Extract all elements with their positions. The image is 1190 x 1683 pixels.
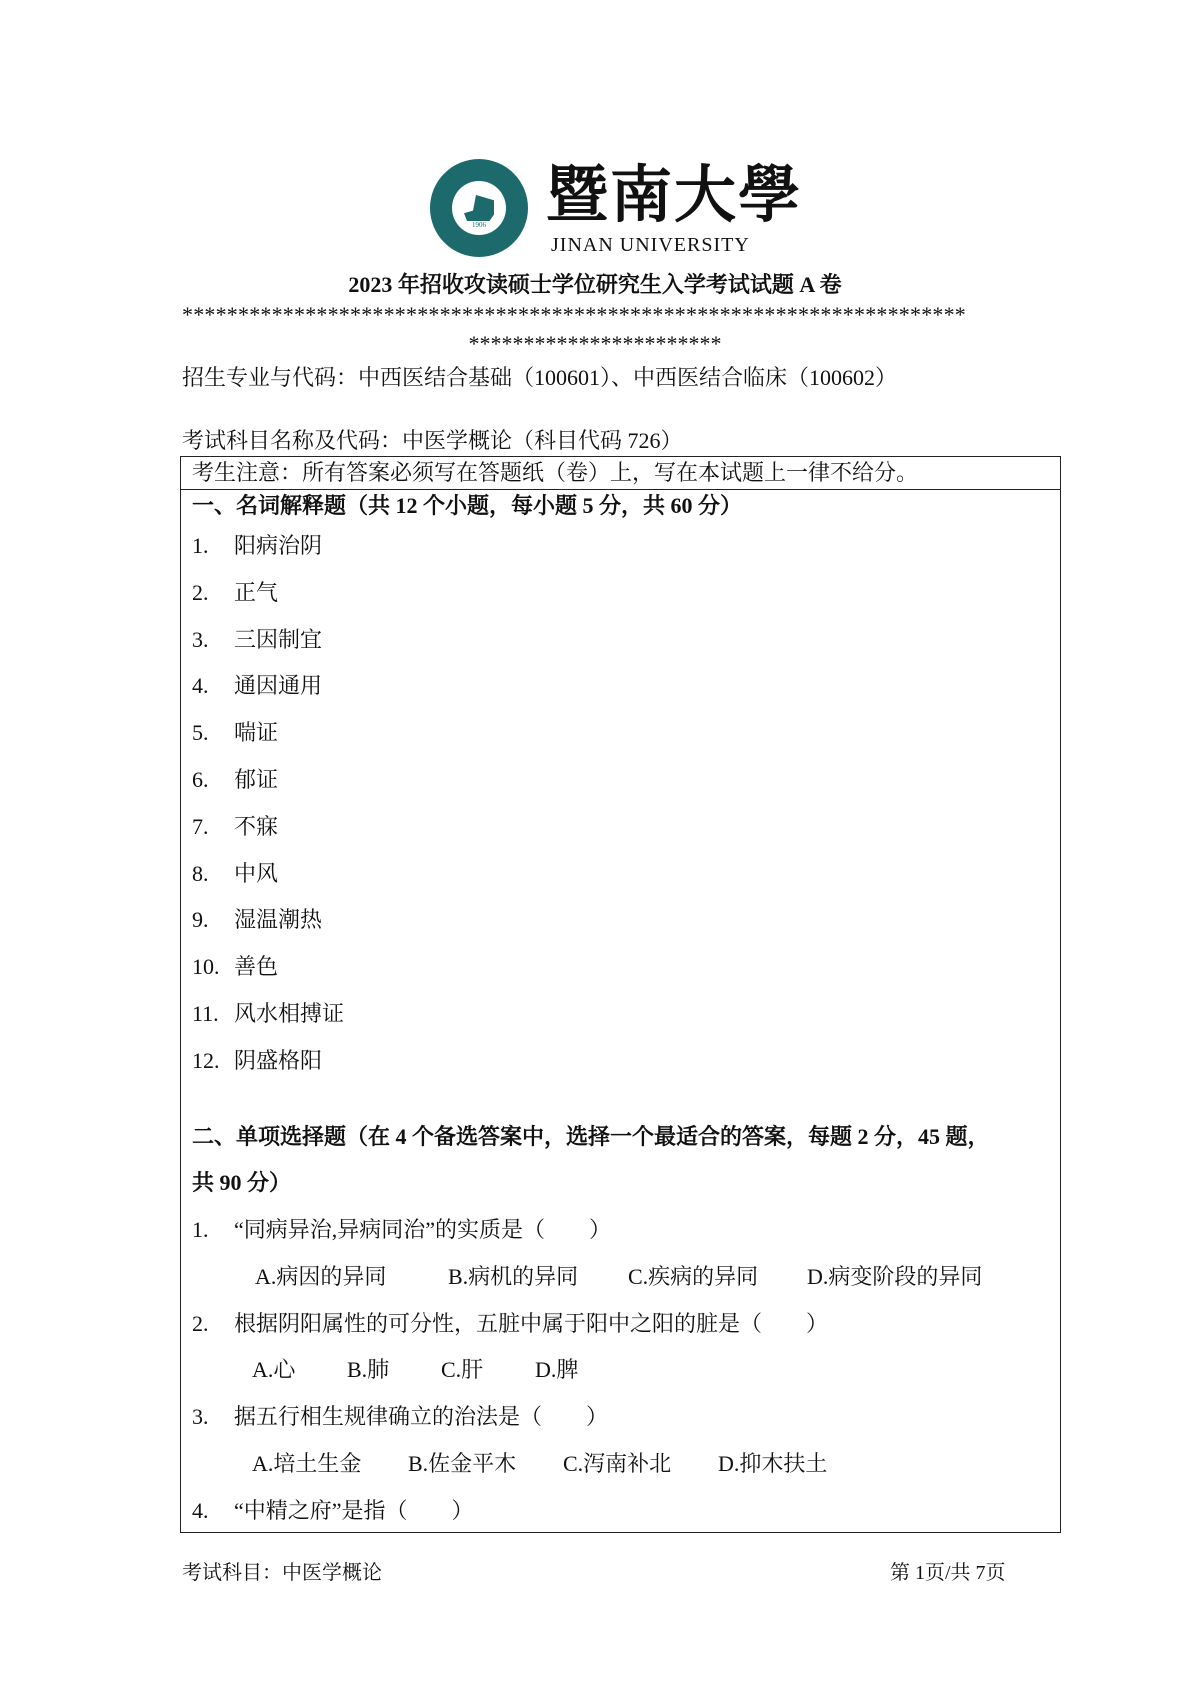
item-text: 通因通用: [234, 673, 323, 699]
major-line: 招生专业与代码：中西医结合基础（100601）、中西医结合临床（100602）: [182, 365, 898, 390]
exam-content-box: [180, 456, 1061, 1533]
item-number: 12.: [192, 1047, 220, 1073]
term-item: [192, 1048, 322, 1074]
item-text: 风水相搏证: [234, 1001, 345, 1026]
item-number: 3.: [192, 626, 209, 652]
item-text: 中风: [234, 860, 279, 886]
term-item: [192, 861, 278, 887]
item-number: 6.: [192, 767, 209, 792]
question-number: 1.: [192, 1217, 209, 1242]
university-seal-logo: [430, 159, 528, 257]
question-item: [192, 1404, 608, 1430]
footer-subject: 考试科目：中医学概论: [182, 1562, 382, 1584]
stars-divider-2: ***********************: [468, 331, 722, 356]
answer-option: C.疾病的异同: [628, 1263, 759, 1289]
item-number: 1.: [192, 533, 209, 558]
answer-option: A.病因的异同: [255, 1263, 387, 1289]
term-item: [192, 533, 322, 559]
section1-heading: 一、名词解释题（共 12 个小题，每小题 5 分，共 60 分）: [192, 493, 743, 518]
item-text: 正气: [234, 579, 279, 605]
question-text: “同病异治,异病同治”的实质是（ ）: [234, 1217, 612, 1242]
answer-option: B.病机的异同: [448, 1263, 579, 1289]
university-name-cn: 暨南大學: [546, 158, 803, 231]
answer-option: A.心: [252, 1357, 296, 1383]
answer-option: D.抑木扶土: [718, 1451, 828, 1476]
term-item: [192, 1001, 344, 1027]
question-number: 2.: [192, 1310, 209, 1336]
question-item: [192, 1217, 611, 1243]
exam-title: 2023 年招收攻读硕士学位研究生入学考试试题 A 卷: [348, 272, 842, 297]
item-text: 喘证: [234, 720, 279, 746]
seal-year: 1906: [472, 221, 486, 229]
term-item: [192, 954, 278, 980]
subject-line: 考试科目名称及代码：中医学概论（科目代码 726）: [182, 428, 683, 453]
answer-option: C.肝: [441, 1357, 484, 1383]
section2-heading: 二、单项选择题（在 4 个备选答案中，选择一个最适合的答案，每题 2 分，45 题，: [192, 1124, 990, 1149]
term-item: [192, 720, 278, 746]
question-number: 3.: [192, 1404, 209, 1430]
term-item: [192, 673, 322, 699]
item-number: 4.: [192, 673, 209, 699]
item-text: 郁证: [234, 767, 279, 792]
answer-option: A.培土生金: [252, 1451, 362, 1476]
question-text: “中精之府”是指（ ）: [234, 1497, 474, 1523]
question-item: [192, 1498, 474, 1524]
item-text: 阴盛格阳: [234, 1047, 323, 1073]
answer-option: D.脾: [535, 1357, 579, 1383]
university-name-en: JINAN UNIVERSITY: [551, 234, 750, 256]
item-number: 10.: [192, 954, 220, 980]
term-item: [192, 627, 322, 653]
item-number: 8.: [192, 860, 209, 886]
question-number: 4.: [192, 1497, 209, 1523]
answer-option: B.佐金平木: [408, 1451, 517, 1476]
item-number: 2.: [192, 579, 209, 605]
question-text: 据五行相生规律确立的治法是（ ）: [234, 1404, 609, 1430]
term-item: [192, 580, 278, 606]
term-item: [192, 767, 278, 793]
item-number: 5.: [192, 720, 209, 746]
item-number: 9.: [192, 907, 209, 933]
item-text: 不寐: [234, 813, 279, 839]
term-item: [192, 814, 278, 840]
question-item: [192, 1311, 828, 1337]
divider: [180, 489, 1061, 490]
answer-option: C.泻南补北: [563, 1451, 672, 1476]
answer-option: B.肺: [347, 1357, 390, 1383]
item-text: 阳病治阴: [234, 533, 323, 558]
notice: 考生注意：所有答案必须写在答题纸（卷）上，写在本试题上一律不给分。: [192, 460, 919, 485]
footer-page-number: 第 1页/共 7页: [890, 1562, 1006, 1584]
item-text: 湿温潮热: [234, 907, 323, 933]
stars-divider-1: **********************************************************************: [182, 302, 966, 327]
term-item: [192, 907, 322, 933]
section2-heading-cont: 共 90 分）: [192, 1170, 292, 1195]
item-number: 11.: [192, 1001, 219, 1026]
answer-option: D.病变阶段的异同: [807, 1263, 983, 1289]
item-number: 7.: [192, 813, 209, 839]
item-text: 善色: [234, 954, 279, 980]
item-text: 三因制宜: [234, 626, 323, 652]
question-text: 根据阴阳属性的可分性，五脏中属于阳中之阳的脏是（ ）: [234, 1310, 829, 1336]
